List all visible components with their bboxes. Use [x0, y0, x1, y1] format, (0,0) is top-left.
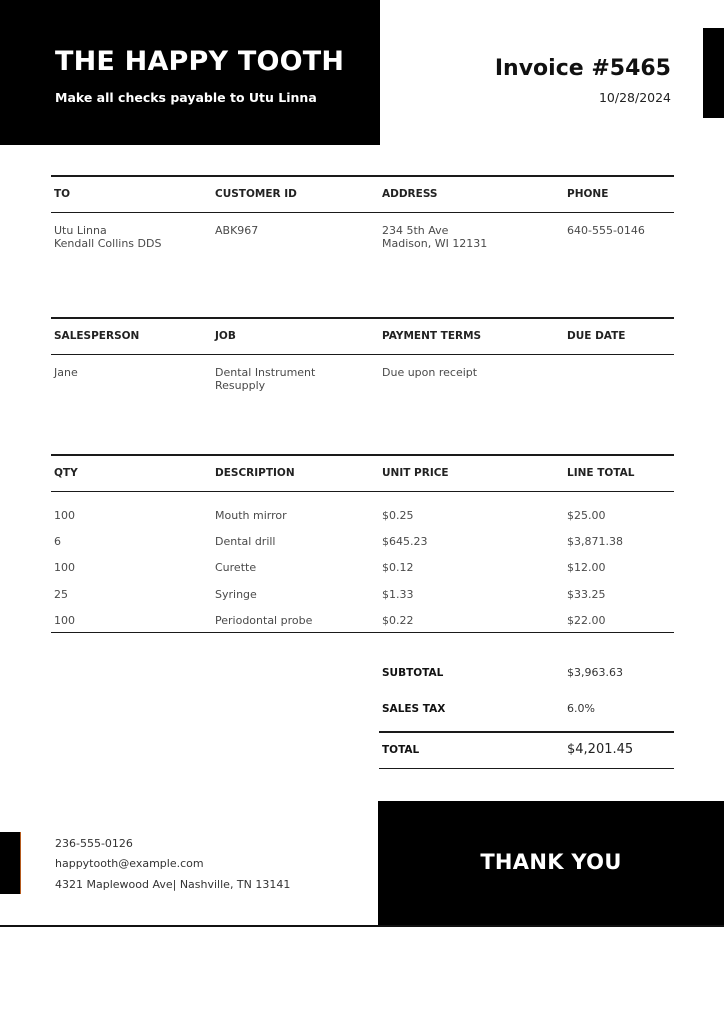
customer-id-value: ABK967 — [215, 224, 259, 237]
salesperson-value: Jane — [54, 366, 78, 379]
header-payment-terms: PAYMENT TERMS — [382, 330, 482, 342]
address-city: Madison, WI 12131 — [382, 237, 488, 250]
to-company: Kendall Collins DDS — [54, 237, 162, 250]
job-table — [51, 317, 674, 407]
item-qty: 100 — [54, 614, 75, 627]
header-salesperson: SALESPERSON — [54, 330, 140, 342]
invoice-date: 10/28/2024 — [598, 90, 671, 105]
item-qty: 25 — [54, 588, 68, 601]
header-customer-id: CUSTOMER ID — [215, 188, 297, 200]
payment-terms-value: Due upon receipt — [382, 366, 478, 379]
payable-note: Make all checks payable to Utu Linna — [55, 90, 317, 105]
item-line-total: $22.00 — [567, 614, 606, 627]
customer-table — [51, 175, 674, 265]
item-qty: 100 — [54, 509, 75, 522]
address-street: 234 5th Ave — [382, 224, 449, 237]
items-table — [51, 454, 674, 634]
thank-you-text: THANK YOU — [480, 850, 622, 874]
header-divider — [51, 212, 674, 213]
item-qty: 100 — [54, 561, 75, 574]
total-label: TOTAL — [382, 744, 420, 756]
item-unit-price: $0.12 — [382, 561, 414, 574]
footer-rule — [0, 925, 724, 927]
header-line-total: LINE TOTAL — [567, 467, 635, 479]
item-unit-price: $0.22 — [382, 614, 414, 627]
job-line-1: Dental Instrument — [215, 366, 316, 379]
item-description: Dental drill — [215, 535, 276, 548]
sales-tax-label: SALES TAX — [382, 703, 446, 715]
item-description: Periodontal probe — [215, 614, 313, 627]
item-unit-price: $1.33 — [382, 588, 414, 601]
total-value: $4,201.45 — [567, 742, 634, 757]
phone-value: 640-555-0146 — [567, 224, 645, 237]
item-line-total: $25.00 — [567, 509, 606, 522]
header-qty: QTY — [54, 467, 78, 479]
item-line-total: $3,871.38 — [567, 535, 623, 548]
header-due-date: DUE DATE — [567, 330, 626, 342]
item-description: Curette — [215, 561, 257, 574]
item-line-total: $12.00 — [567, 561, 606, 574]
header-divider — [51, 491, 674, 492]
footer-email: happytooth@example.com — [55, 857, 204, 870]
table-bottom-rule — [51, 632, 674, 633]
item-line-total: $33.25 — [567, 588, 606, 601]
item-description: Syringe — [215, 588, 257, 601]
thank-you-banner — [378, 801, 724, 926]
subtotal-value: $3,963.63 — [567, 666, 623, 679]
total-bottom-rule — [379, 768, 674, 769]
footer-phone: 236-555-0126 — [55, 837, 133, 850]
item-unit-price: $645.23 — [382, 535, 428, 548]
header-unit-price: UNIT PRICE — [382, 467, 449, 479]
subtotal-label: SUBTOTAL — [382, 667, 444, 679]
item-description: Mouth mirror — [215, 509, 287, 522]
to-name: Utu Linna — [54, 224, 107, 237]
item-unit-price: $0.25 — [382, 509, 414, 522]
table-top-rule — [51, 175, 674, 177]
header-to: TO — [54, 188, 71, 200]
sales-tax-value: 6.0% — [567, 702, 595, 715]
table-top-rule — [51, 317, 674, 319]
footer-address: 4321 Maplewood Ave| Nashville, TN 13141 — [55, 878, 291, 891]
job-line-2: Resupply — [215, 379, 266, 392]
decorative-edge-bar — [703, 28, 724, 118]
header-description: DESCRIPTION — [215, 467, 295, 479]
header-phone: PHONE — [567, 188, 609, 200]
header-address: ADDRESS — [382, 188, 438, 200]
company-name: THE HAPPY TOOTH — [55, 46, 345, 77]
decorative-edge-bar — [0, 832, 21, 894]
table-top-rule — [51, 454, 674, 456]
header-job: JOB — [215, 330, 236, 342]
header-divider — [51, 354, 674, 355]
header-banner — [0, 0, 380, 145]
total-top-rule — [379, 731, 674, 733]
invoice-title: Invoice #5465 — [494, 56, 671, 81]
item-qty: 6 — [54, 535, 61, 548]
